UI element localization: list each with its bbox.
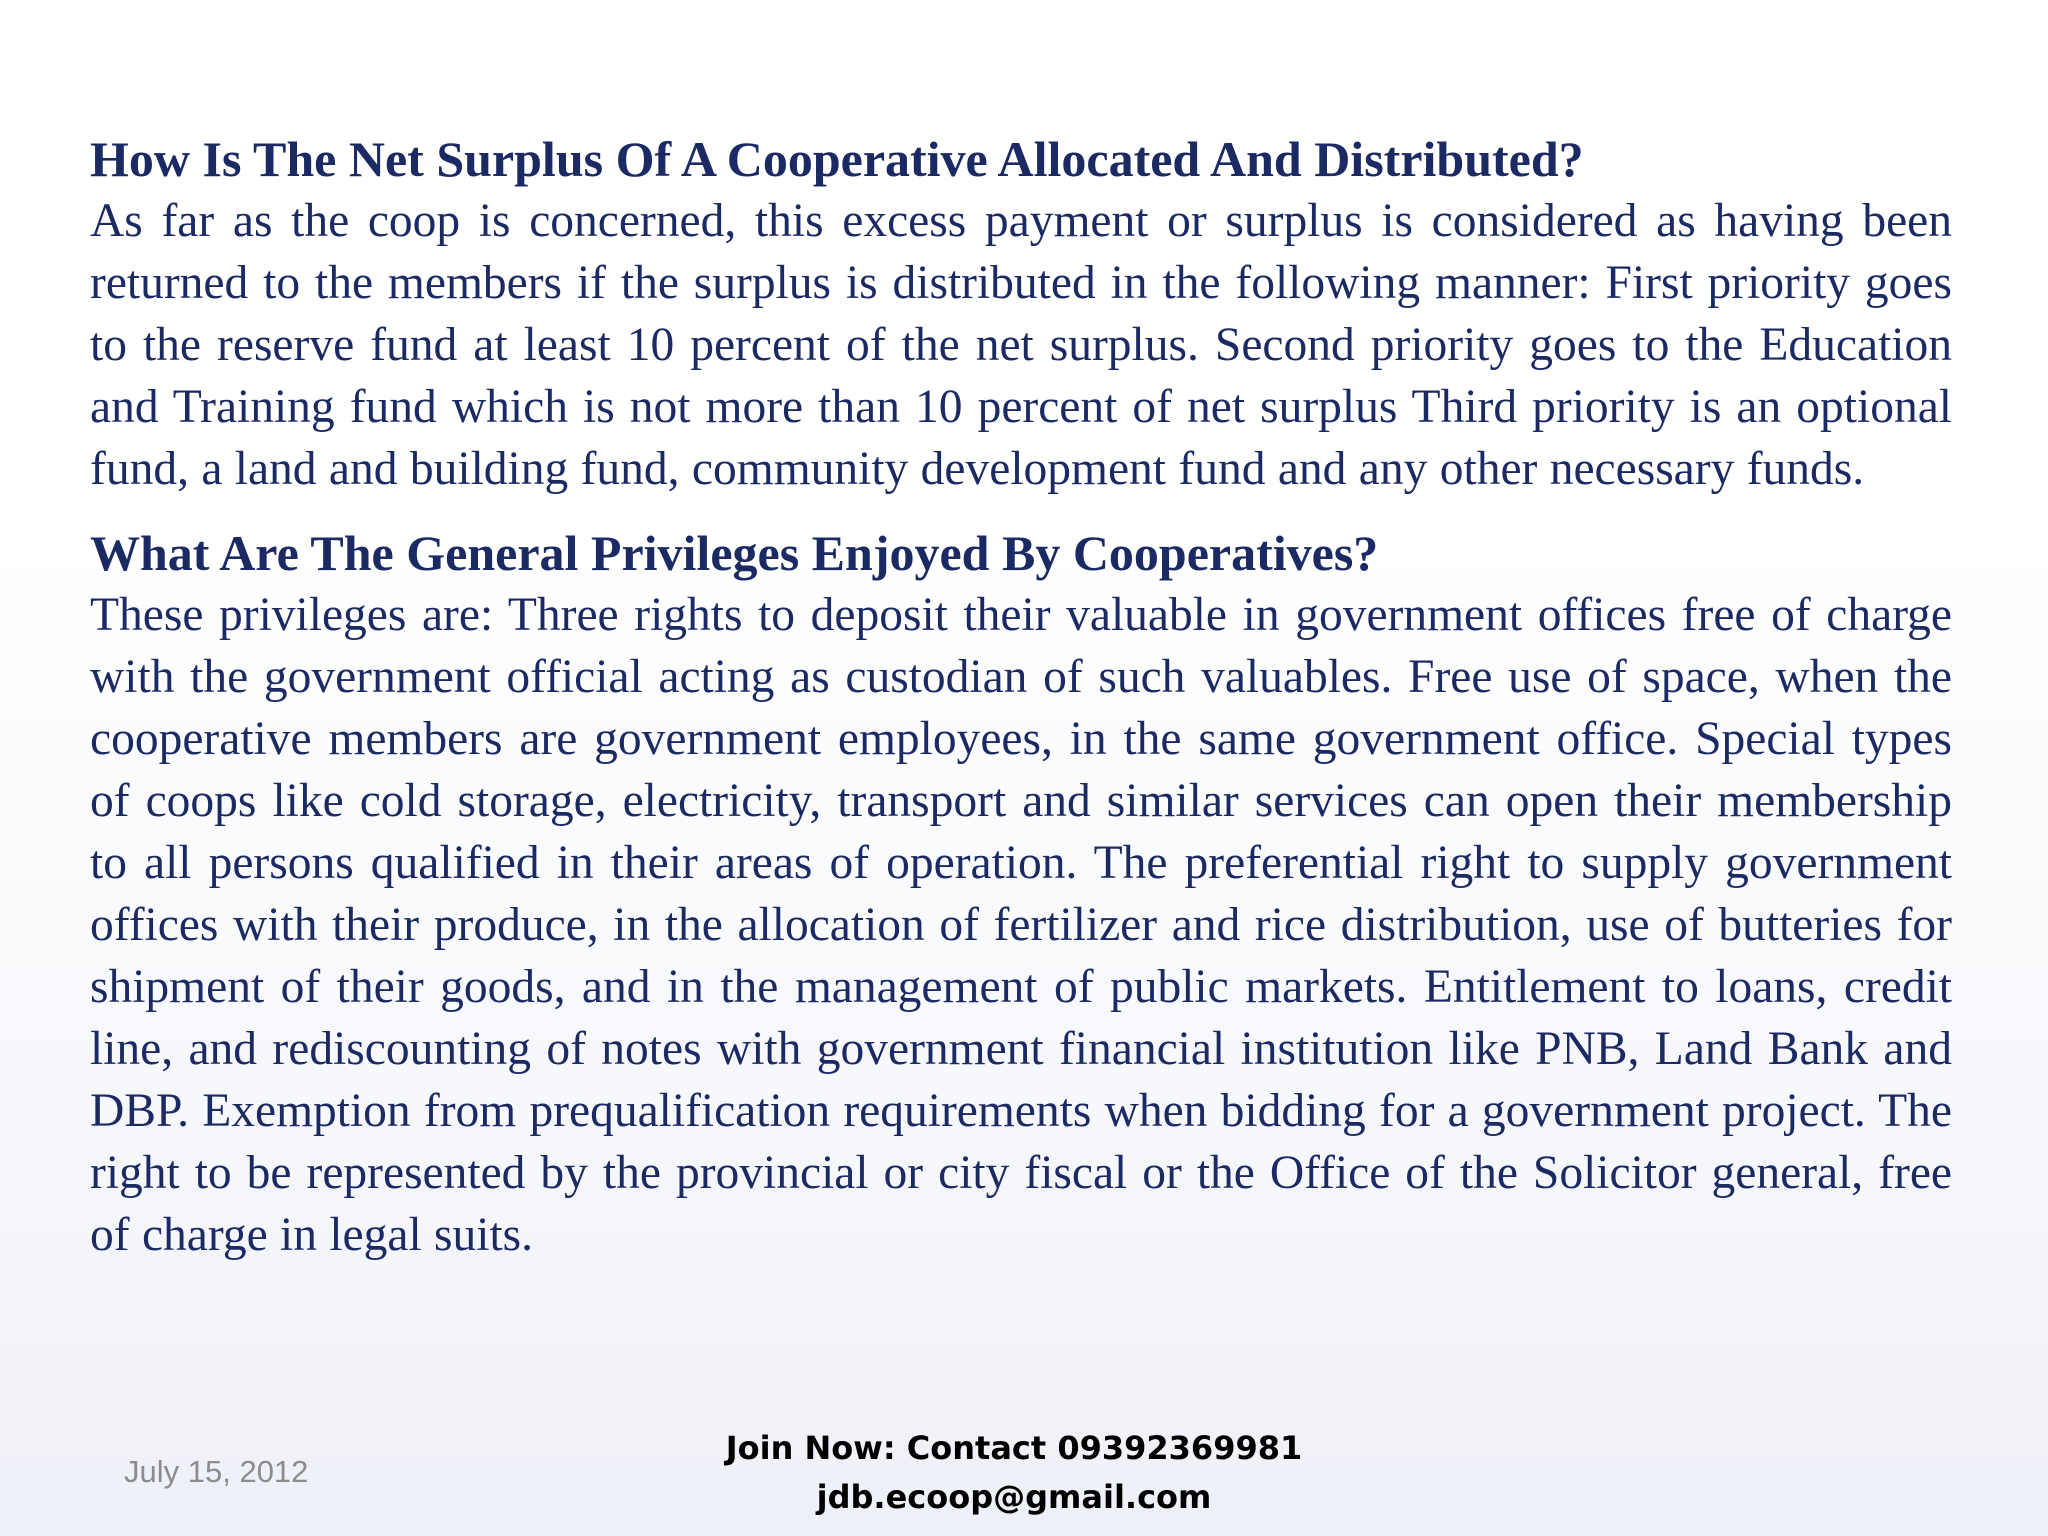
footer-date: July 15, 2012 <box>124 1454 309 1489</box>
slide-content <box>90 128 1952 1266</box>
section-heading-privileges: What Are The General Privileges Enjoyed By Cooperatives? <box>90 525 1379 581</box>
section-heading-net-surplus: How Is The Net Surplus Of A Cooperative Allocated And Distributed? <box>90 131 1584 187</box>
footer-contact-phone: Join Now: Contact 09392369981 <box>725 1429 1303 1467</box>
footer-contact-email: jdb.ecoop@gmail.com <box>816 1478 1212 1516</box>
section-body-net-surplus: As far as the coop is concerned, this excess payment or surplus is considered as having been returned to the members if the surplus is distributed in the following manner: First priority goes to the reserve fund at least 10 percent of the net surplus. Second priority goes to the Education and Training fund which is not more than 10 percent of net surplus Third priority is an optional fund, a land and building fund, community development fund and any other necessary funds. <box>90 195 1952 495</box>
section-body-privileges: These privileges are: Three rights to deposit their valuable in government offices free of charge with the government official acting as custodian of such valuables. Free use of space, when the cooperative members are government employees, in the same government office. Special types of coops like cold storage, electricity, transport and similar services can open their membership to all persons qualified in their areas of operation. The preferential right to supply government offices with their produce, in the allocation of fertilizer and rice distribution, use of butteries for shipment of their goods, and in the management of public markets. Entitlement to loans, credit line, and rediscounting of notes with government financial institution like PNB, Land Bank and DBP. Exemption from prequalification requirements when bidding for a government project. The right to be represented by the provincial or city fiscal or the Office of the Solicitor general, free of charge in legal suits. <box>90 589 1952 1261</box>
footer-contact <box>664 1424 1364 1522</box>
